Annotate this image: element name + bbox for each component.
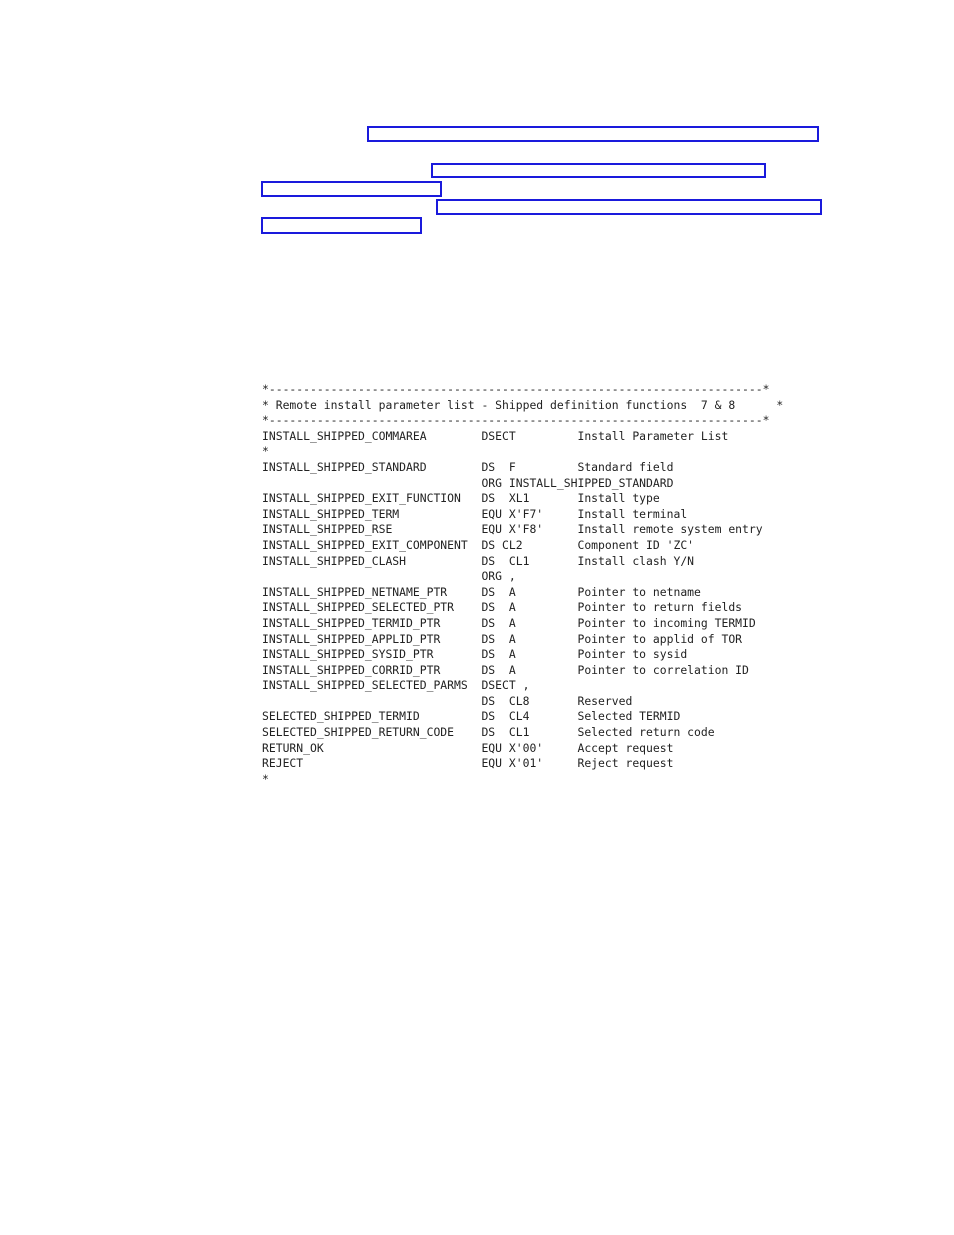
cross-reference-link-2[interactable] <box>431 163 766 178</box>
code-line: SELECTED_SHIPPED_RETURN_CODE DS CL1 Selected return code <box>262 725 715 740</box>
code-line: INSTALL_SHIPPED_TERM EQU X'F7' Install terminal <box>262 506 688 521</box>
code-line: INSTALL_SHIPPED_SELECTED_PTR DS A Pointer to return fields <box>262 600 743 615</box>
code-line: INSTALL_SHIPPED_SYSID_PTR DS A Pointer to sysid <box>262 647 688 662</box>
code-line: ORG , <box>262 569 516 584</box>
code-line: *------------------------------------------------------------------------* <box>262 413 770 428</box>
assembler-code-listing <box>262 382 783 787</box>
code-line: * <box>262 444 269 459</box>
code-line: REJECT EQU X'01' Reject request <box>262 756 674 771</box>
code-line: INSTALL_SHIPPED_EXIT_COMPONENT DS CL2 Component ID 'ZC' <box>262 537 695 552</box>
cross-reference-link-4[interactable] <box>436 199 822 215</box>
code-line: INSTALL_SHIPPED_RSE EQU X'F8' Install remote system entry <box>262 522 763 537</box>
cross-reference-link-3[interactable] <box>261 181 442 197</box>
code-line: *------------------------------------------------------------------------* <box>262 382 770 396</box>
cross-reference-link-5[interactable] <box>261 217 422 234</box>
cross-reference-link-1[interactable] <box>367 126 819 142</box>
code-line: INSTALL_SHIPPED_NETNAME_PTR DS A Pointer to netname <box>262 584 701 599</box>
code-line: RETURN_OK EQU X'00' Accept request <box>262 740 674 755</box>
code-line: INSTALL_SHIPPED_CORRID_PTR DS A Pointer to correlation ID <box>262 662 749 677</box>
code-line: SELECTED_SHIPPED_TERMID DS CL4 Selected TERMID <box>262 709 681 724</box>
code-line: * Remote install parameter list - Shipped definition functions 7 & 8 * <box>262 397 784 412</box>
code-line: ORG INSTALL_SHIPPED_STANDARD <box>262 475 674 490</box>
code-line: DS CL8 Reserved <box>262 693 633 708</box>
code-line: INSTALL_SHIPPED_COMMAREA DSECT Install Parameter List <box>262 428 729 443</box>
code-line: INSTALL_SHIPPED_STANDARD DS F Standard field <box>262 459 674 474</box>
code-line: INSTALL_SHIPPED_APPLID_PTR DS A Pointer to applid of TOR <box>262 631 743 646</box>
code-line: INSTALL_SHIPPED_TERMID_PTR DS A Pointer to incoming TERMID <box>262 615 756 630</box>
code-line: INSTALL_SHIPPED_EXIT_FUNCTION DS XL1 Install type <box>262 491 660 506</box>
code-line: * <box>262 771 269 786</box>
code-line: INSTALL_SHIPPED_CLASH DS CL1 Install clash Y/N <box>262 553 695 568</box>
code-line: INSTALL_SHIPPED_SELECTED_PARMS DSECT , <box>262 678 530 693</box>
